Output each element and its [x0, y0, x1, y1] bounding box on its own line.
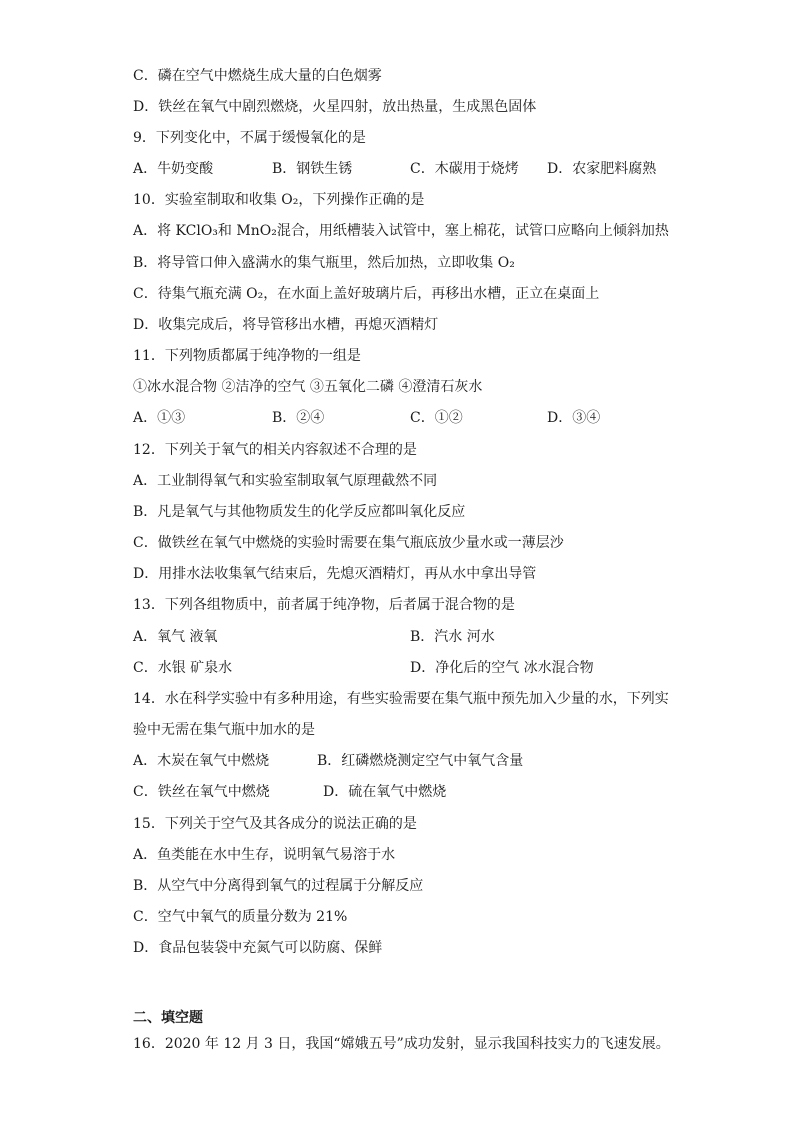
q13-option-d: D．净化后的空气 冰水混合物	[410, 660, 594, 676]
question-15: 15．下列关于空气及其各成分的说法正确的是	[133, 816, 417, 832]
question-11: 11．下列物质都属于纯净物的一组是	[133, 348, 361, 364]
q14-option-d: D．硫在氧气中燃烧	[323, 784, 447, 800]
q12-option-b: B．凡是氧气与其他物质发生的化学反应都叫氧化反应	[133, 504, 466, 520]
q10-option-d: D．收集完成后，将导管移出水槽，再熄灭酒精灯	[133, 317, 439, 333]
q12-option-d: D．用排水法收集氧气结束后，先熄灭酒精灯，再从水中拿出导管	[133, 566, 537, 582]
q9-option-d: D．农家肥料腐熟	[547, 161, 657, 177]
q13-option-c: C．水银 矿泉水	[133, 660, 233, 676]
section-heading-fill-in: 二、填空题	[133, 1010, 203, 1026]
option-c-phosphorus: C．磷在空气中燃烧生成大量的白色烟雾	[133, 68, 382, 84]
q11-items: ①冰水混合物 ②洁净的空气 ③五氧化二磷 ④澄清石灰水	[133, 379, 483, 395]
q10-option-b: B．将导管口伸入盛满水的集气瓶里，然后加热，立即收集 O₂	[133, 255, 515, 271]
question-16: 16．2020 年 12 月 3 日，我国“嫦娥五号”成功发射，显示我国科技实力的飞速发展。	[133, 1036, 670, 1052]
q9-option-a: A．牛奶变酸	[133, 161, 214, 177]
q15-option-a: A．鱼类能在水中生存，说明氧气易溶于水	[133, 847, 396, 863]
option-d-iron-wire: D．铁丝在氧气中剧烈燃烧，火星四射，放出热量，生成黑色固体	[133, 99, 537, 115]
question-14-continued: 验中无需在集气瓶中加水的是	[133, 722, 315, 738]
q14-option-c: C．铁丝在氧气中燃烧	[133, 784, 270, 800]
q13-option-b: B．汽水 河水	[410, 629, 495, 645]
q15-option-d: D．食品包装袋中充氮气可以防腐、保鲜	[133, 940, 383, 956]
q9-option-c: C．木碳用于烧烤	[410, 161, 519, 177]
q11-option-b: B．②④	[272, 410, 325, 426]
q11-option-d: D．③④	[547, 410, 601, 426]
question-14: 14．水在科学实验中有多种用途，有些实验需要在集气瓶中预先加入少量的水，下列实	[133, 691, 669, 707]
q14-option-b: B．红磷燃烧测定空气中氧气含量	[317, 753, 524, 769]
q10-option-a: A．将 KClO₃和 MnO₂混合，用纸槽装入试管中，塞上棉花，试管口应略向上倾斜加热	[133, 223, 669, 239]
q12-option-c: C．做铁丝在氧气中燃烧的实验时需要在集气瓶底放少量水或一薄层沙	[133, 535, 564, 551]
q14-option-a: A．木炭在氧气中燃烧	[133, 753, 270, 769]
question-9: 9．下列变化中，不属于缓慢氧化的是	[133, 130, 366, 146]
question-10: 10．实验室制取和收集 O₂，下列操作正确的是	[133, 192, 425, 208]
q13-option-a: A．氧气 液氧	[133, 629, 218, 645]
question-13: 13．下列各组物质中，前者属于纯净物，后者属于混合物的是	[133, 597, 515, 613]
q11-option-c: C．①②	[410, 410, 463, 426]
q9-option-b: B．钢铁生锈	[272, 161, 353, 177]
q15-option-b: B．从空气中分离得到氧气的过程属于分解反应	[133, 878, 424, 894]
question-12: 12．下列关于氧气的相关内容叙述不合理的是	[133, 442, 417, 458]
q15-option-c: C．空气中氧气的质量分数为 21%	[133, 909, 348, 925]
q11-option-a: A．①③	[133, 410, 186, 426]
q12-option-a: A．工业制得氧气和实验室制取氧气原理截然不同	[133, 473, 438, 489]
q10-option-c: C．待集气瓶充满 O₂，在水面上盖好玻璃片后，再移出水槽，正立在桌面上	[133, 286, 600, 302]
